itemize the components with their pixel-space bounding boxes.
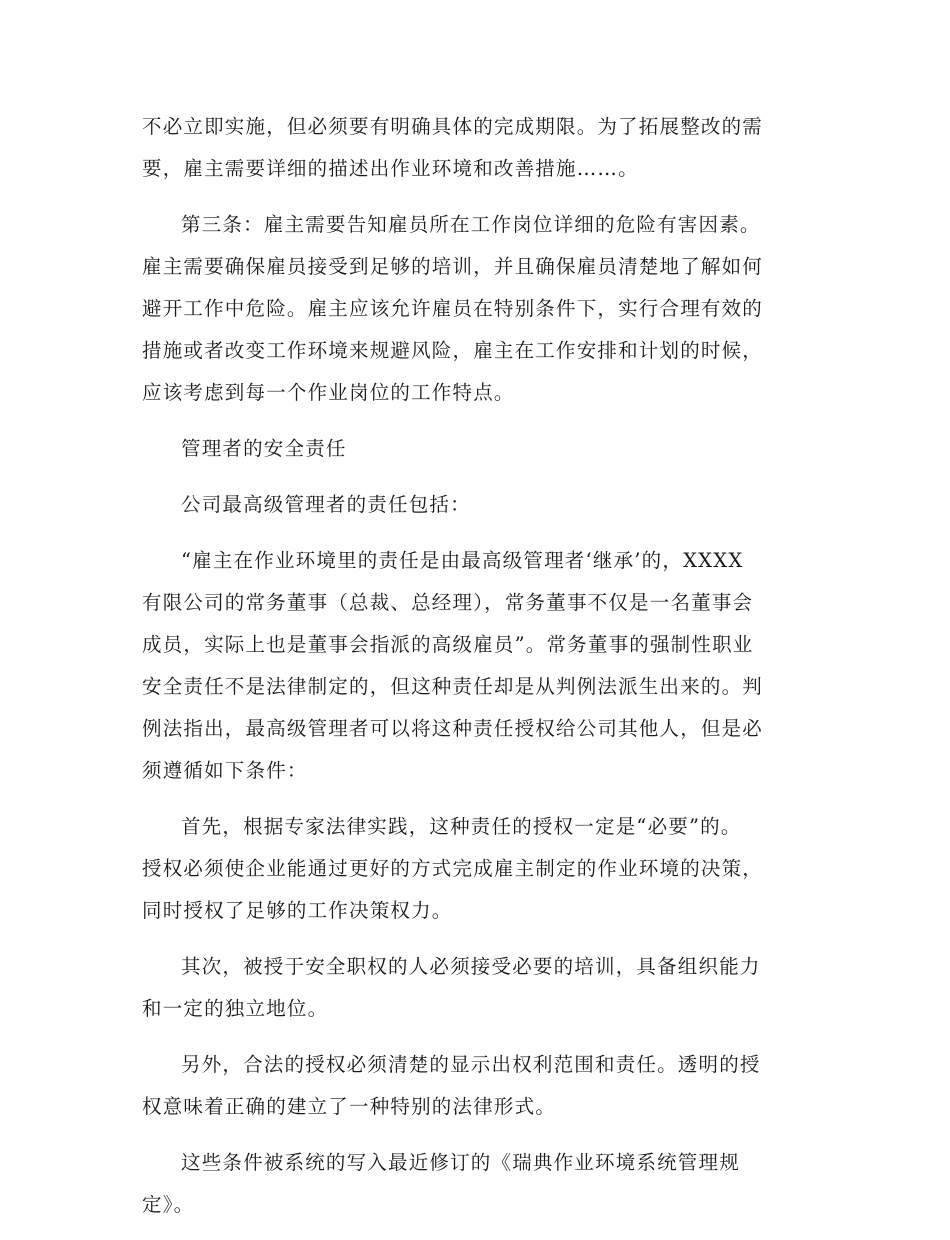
text-line: 首先，根据专家法律实践，这种责任的授权一定是“必要”的。 (181, 815, 742, 838)
paragraph (142, 484, 802, 526)
paragraph (142, 106, 802, 190)
document-body (142, 106, 802, 1240)
text-line: 避开工作中危险。雇主应该允许雇员在特别条件下，实行合理有效的 (142, 297, 764, 320)
text-line: 另外，合法的授权必须清楚的显示出权利范围和责任。透明的授 (181, 1053, 761, 1076)
text-line: 安全责任不是法律制定的，但这种责任却是从判例法派生出来的。判 (142, 675, 764, 698)
text-line: 这些条件被系统的写入最近修订的《瑞典作业环境系统管理规 (181, 1151, 740, 1174)
text-line: “雇主在作业环境里的责任是由最高级管理者‘继承’的，XXXX (181, 549, 744, 572)
text-line: 例法指出，最高级管理者可以将这种责任授权给公司其他人，但是必 (142, 717, 764, 740)
text-line: 应该考虑到每一个作业岗位的工作特点。 (142, 381, 515, 404)
text-line: 授权必须使企业能通过更好的方式完成雇主制定的作业环境的决策， (142, 857, 764, 880)
section-heading (142, 428, 802, 470)
paragraph-closing (142, 1142, 802, 1226)
text-line: 管理者的安全责任 (181, 437, 347, 460)
paragraph-quote (142, 540, 802, 792)
text-line: 要，雇主需要详细的描述出作业环境和改善措施……。 (142, 157, 639, 180)
text-line: 权意味着正确的建立了一种特别的法律形式。 (142, 1095, 557, 1118)
text-line: 公司最高级管理者的责任包括： (181, 493, 471, 516)
text-line: 须遵循如下条件： (142, 759, 308, 782)
text-line: 成员，实际上也是董事会指派的高级雇员”。常务董事的强制性职业 (142, 633, 754, 656)
text-line: 定》。 (142, 1193, 195, 1216)
text-line: 和一定的独立地位。 (142, 997, 329, 1020)
paragraph-condition-third (142, 1044, 802, 1128)
text-line: 第三条：雇主需要告知雇员所在工作岗位详细的危险有害因素。 (181, 213, 761, 236)
text-line: 同时授权了足够的工作决策权力。 (142, 899, 453, 922)
text-line: 不必立即实施，但必须要有明确具体的完成期限。为了拓展整改的需 (142, 115, 764, 138)
text-line: 措施或者改变工作环境来规避风险，雇主在工作安排和计划的时候， (142, 339, 764, 362)
paragraph-article-three (142, 204, 802, 414)
paragraph-condition-first (142, 806, 802, 932)
text-line: 雇主需要确保雇员接受到足够的培训，并且确保雇员清楚地了解如何 (142, 255, 764, 278)
text-line: 其次，被授于安全职权的人必须接受必要的培训，具备组织能力 (181, 955, 761, 978)
paragraph-condition-second (142, 946, 802, 1030)
text-line: 有限公司的常务董事（总裁、总经理），常务董事不仅是一名董事会 (142, 591, 754, 614)
